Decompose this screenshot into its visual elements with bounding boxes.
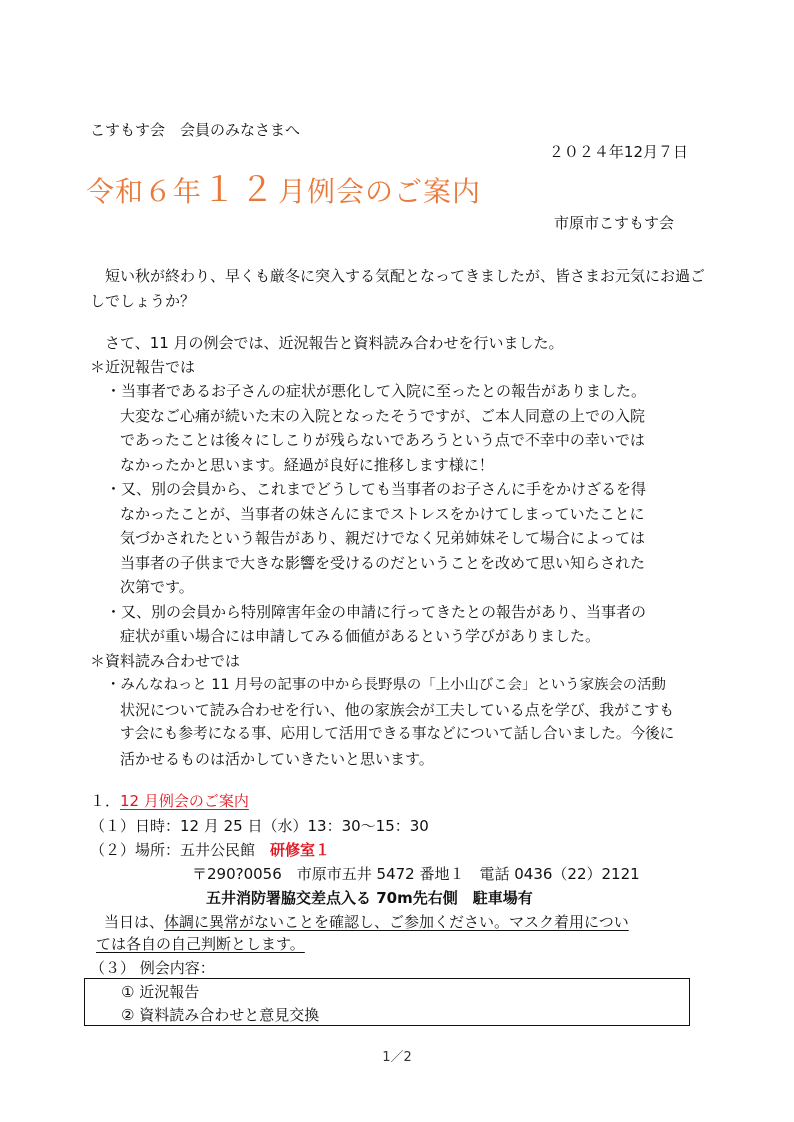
kinkyo-item-2-line-3: 気づかされたという報告があり、親だけでなく兄弟姉妹そして場合によっては: [120, 529, 646, 547]
notice-line-2: ては各自の自己判断とします。: [96, 935, 305, 953]
meeting-directions: 五井消防署脇交差点入る 70m先右側 駐車場有: [206, 889, 533, 907]
page-number: 1／2: [382, 1050, 412, 1065]
kinkyo-item-3-line-2: 症状が重い場合には申請してみる価値があるという学びがありました。: [120, 627, 601, 645]
kinkyo-item-1-line-2: 大変なご心痛が続いた末の入院となったそうですが、ご本人同意の上での入院: [120, 407, 646, 425]
meeting-address: 〒290?0056 市原市五井 5472 番地１ 電話 0436（22）2121: [192, 865, 640, 883]
title-month: １２: [202, 170, 279, 210]
kinkyo-item-2-line-2: なかったことが、当事者の妹さんにまでストレスをかけてしまっていたことに: [120, 505, 645, 523]
section-1-number: １．: [90, 792, 121, 810]
sender: 市原市こすもす会: [553, 214, 674, 232]
meeting-place: [90, 838, 330, 862]
meeting-datetime: （１）日時：12 月 25 日（水）13：30〜15：30: [90, 817, 429, 835]
shiryo-line-3: す会にも参考になる事、応用して活用できる事などについて話し合いました。今後に: [120, 725, 675, 742]
kinkyo-item-2-line-4: 当事者の子供まで大きな影響を受けるのだということを改めて思い知らされた: [120, 554, 646, 572]
kinkyo-item-3-line-1: ・又、別の会員から特別障害年金の申請に行ってきたとの報告があり、当事者の: [106, 603, 647, 621]
notice-emphasis: 体調に異常がないことを確認し、ご参加ください。マスク着用につい: [164, 913, 629, 931]
section-1-heading: [90, 789, 249, 813]
shiryo-line-4: 活かせるものは活かしていきたいと思います。: [120, 750, 434, 768]
notice-lead: 当日は、: [104, 913, 165, 931]
shiryo-line-1: ・みんなねっと 11 月号の記事の中から長野県の「上小山びこ会」という家族会の活動: [106, 677, 666, 693]
section-1-title: 12 月例会のご案内: [120, 792, 249, 810]
content-label: （３） 例会内容：: [90, 959, 215, 977]
document-date: ２０２４年12月７日: [548, 143, 688, 161]
notice-line-1: [104, 910, 629, 934]
kinkyo-item-2-line-5: 次第です。: [120, 578, 194, 596]
kinkyo-item-2-line-1: ・又、別の会員から、これまでどうしても当事者のお子さんに手をかけざるを得: [106, 480, 647, 498]
content-box: [84, 978, 690, 1026]
greeting-paragraph: 短い秋が終わり、早くも厳冬に突入する気配となってきましたが、皆さまお元気にお過ごしでしょうか？: [90, 267, 706, 310]
shiryo-heading: ＊資料読み合わせでは: [90, 652, 241, 670]
addressee: こすもす会 会員のみなさまへ: [90, 121, 301, 139]
summary-paragraph: さて、11 月の例会では、近況報告と資料読み合わせを行いました。: [105, 334, 564, 352]
shiryo-line-2: 状況について読み合わせを行い、他の家族会が工夫している点を学び、我がこすも: [120, 701, 675, 719]
kinkyo-heading: ＊近況報告では: [90, 358, 196, 376]
content-item-2: ② 資料読み合わせと意見交換: [121, 1006, 320, 1024]
kinkyo-item-1-line-3: であったことは後々にしこりが残らないであろうという点で不幸中の幸いでは: [120, 431, 645, 449]
place-label: （２）場所：五井公民館: [90, 841, 271, 859]
place-room: 研修室１: [270, 841, 331, 859]
content-item-1: ① 近況報告: [121, 983, 200, 1001]
kinkyo-item-1-line-4: なかったかと思います。経過が良好に推移します様に！: [120, 456, 494, 474]
page-title: [86, 172, 481, 210]
title-era: 令和６年: [86, 175, 203, 208]
title-text: 月例会のご案内: [278, 175, 482, 208]
kinkyo-item-1-line-1: ・当事者であるお子さんの症状が悪化して入院に至ったとの報告がありました。: [106, 382, 647, 400]
